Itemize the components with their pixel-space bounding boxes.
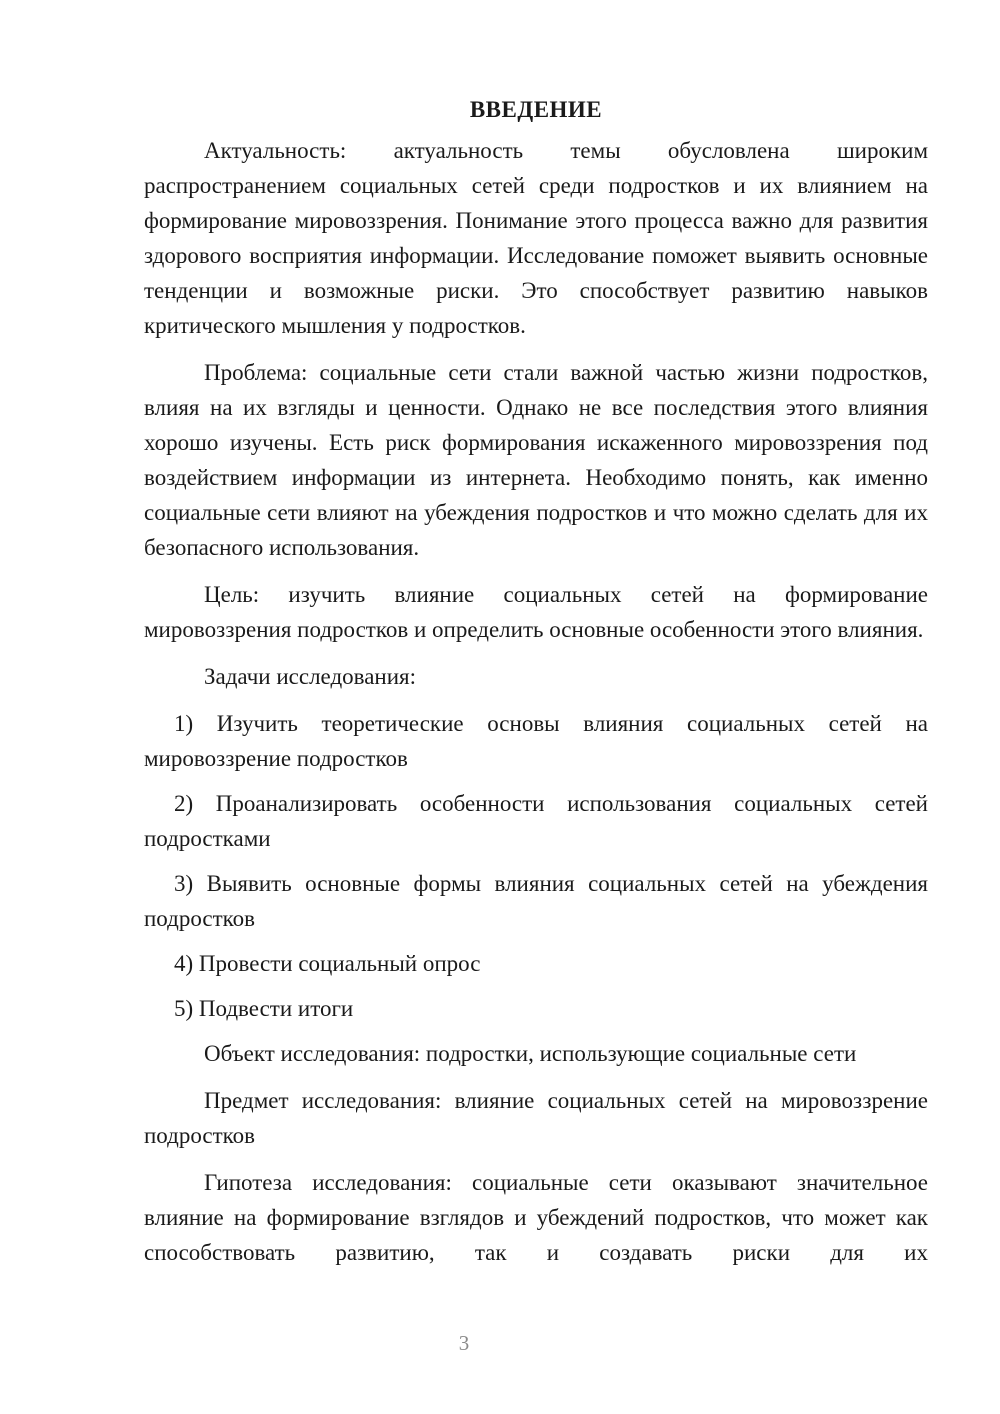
page-content xyxy=(144,92,928,1282)
task-item-2: 2) Проанализировать особенности использования социальных сетей подростками xyxy=(144,791,928,851)
hypothesis-paragraph: Гипотеза исследования: социальные сети оказывают значительное влияние на формирование взглядов и убеждений подростков, что может как способствовать развитию, так и создавать риски для их xyxy=(144,1170,928,1265)
task-item-5: 5) Подвести итоги xyxy=(174,996,354,1021)
tasks-title: Задачи исследования: xyxy=(204,664,417,689)
object-paragraph: Объект исследования: подростки, использующие социальные сети xyxy=(204,1041,857,1066)
relevance-paragraph: Актуальность: актуальность темы обусловлена широким распространением социальных сетей среди подростков и их влиянием на формирование мировоззрения. Понимание этого процесса важно для развития здорового восприятия информации. Исследование поможет выявить основные тенденции и возможные риски. Это способствует развитию навыков критического мышления у подростков. xyxy=(144,138,928,338)
subject-paragraph: Предмет исследования: влияние социальных сетей на мировоззрение подростков xyxy=(144,1088,928,1148)
problem-paragraph: Проблема: социальные сети стали важной частью жизни подростков, влияя на их взгляды и ценности. Однако не все последствия этого влияния хорошо изучены. Есть риск формирования искаженного мировоззрения под воздействием информации из интернета. Необходимо понять, как именно социальные сети влияют на убеждения подростков и что можно сделать для их безопасного использования. xyxy=(144,360,928,560)
section-heading: ВВЕДЕНИЕ xyxy=(469,97,603,122)
page-number: 3 xyxy=(458,1331,470,1355)
task-item-4: 4) Провести социальный опрос xyxy=(174,951,481,976)
task-item-1: 1) Изучить теоретические основы влияния социальных сетей на мировоззрение подростков xyxy=(144,711,928,771)
goal-paragraph: Цель: изучить влияние социальных сетей на формирование мировоззрения подростков и определить основные особенности этого влияния. xyxy=(144,582,928,642)
task-item-3: 3) Выявить основные формы влияния социальных сетей на убеждения подростков xyxy=(144,871,928,931)
